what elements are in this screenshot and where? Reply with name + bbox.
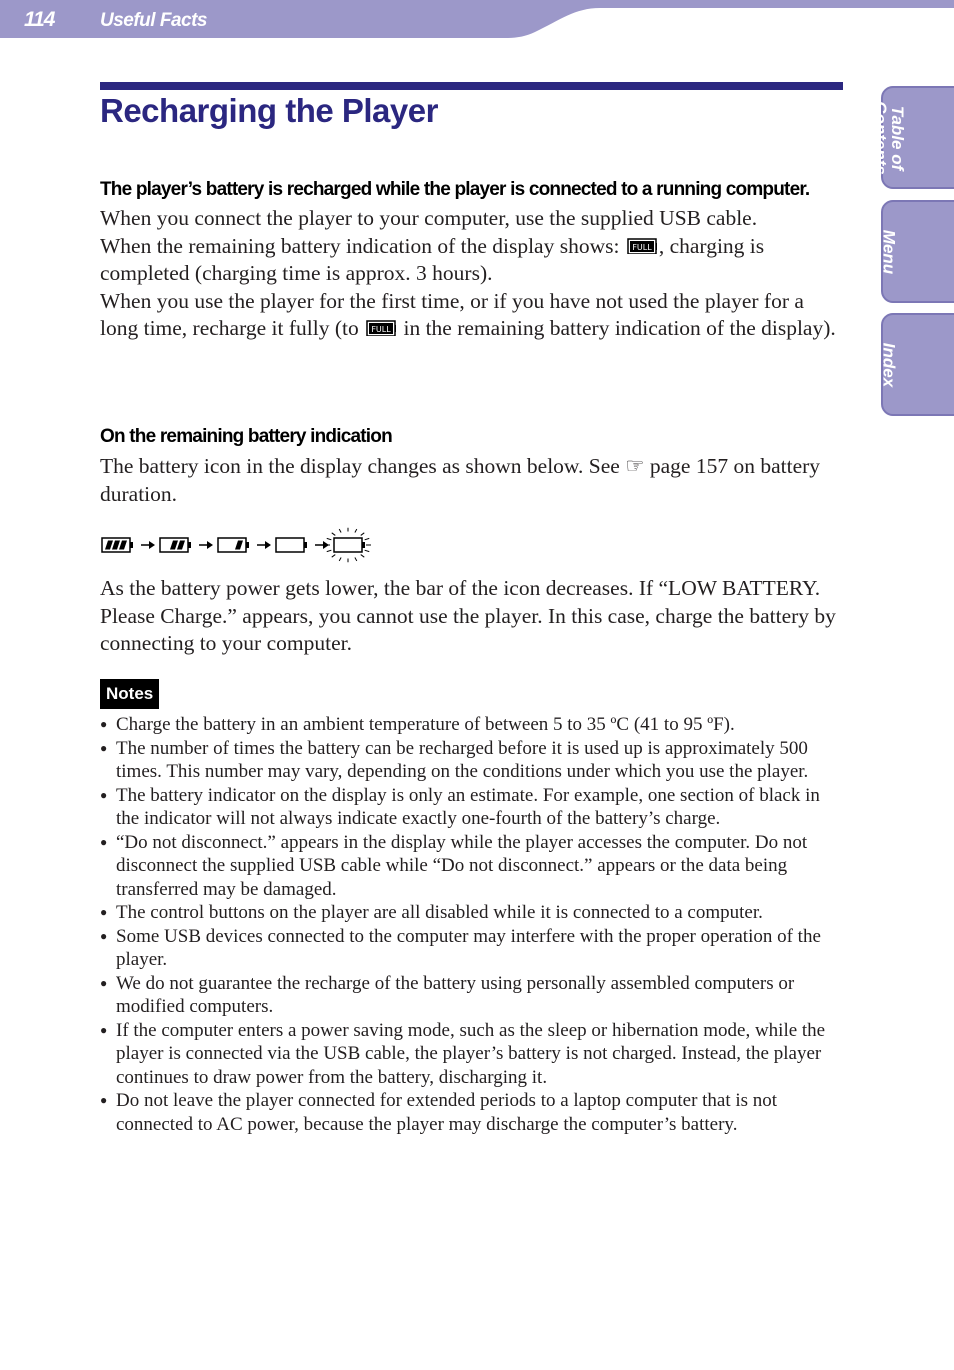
full-battery-icon-2-label: FULL [371, 325, 391, 334]
full-battery-icon-label: FULL [632, 242, 652, 252]
full-battery-icon-2 [366, 320, 396, 336]
full-indication-text-after: , charging is completed (charging time is approx. 3 hours). [100, 233, 765, 285]
tab-menu[interactable] [881, 200, 954, 303]
header-band [0, 0, 954, 40]
note-item: ● “Do not disconnect.” appears in the display while the player accesses the computer. Do not disconnect the supplied USB cable while “Do not disconnect.” appears or the data being transferred may be damaged. [100, 831, 845, 902]
battery-icon [325, 528, 371, 563]
arrow-icon [141, 541, 155, 549]
battery-icon-description [100, 453, 845, 508]
blink-ray [339, 557, 341, 560]
battery-desc-before: The battery icon in the display changes as shown below. See [100, 454, 626, 478]
blink-ray [339, 529, 341, 532]
note-item: ● The battery indicator on the display is only an estimate. For example, one section of black in the indicator will not always indicate exactly one-fourth of the battery’s charge. [100, 784, 845, 831]
notes-list [100, 713, 845, 1136]
title-rule [100, 82, 843, 90]
first-use-text-after: in the remaining battery indication of the display). [398, 316, 836, 340]
blink-ray [355, 557, 357, 560]
blink-ray [365, 538, 370, 539]
blink-ray [327, 550, 332, 551]
blink-ray [361, 555, 365, 558]
section-battery-heading: On the remaining battery indication [100, 426, 392, 447]
note-item: ● Do not leave the player connected for extended periods to a laptop computer that is not connected to AC power, because the player may discharge the computer’s battery. [100, 1089, 845, 1136]
battery-icon [160, 538, 191, 552]
battery-level-sequence [100, 526, 400, 566]
battery-icon [276, 538, 307, 552]
note-item: ● If the computer enters a power saving mode, such as the sleep or hibernation mode, while the player is connected via the USB cable, the player’s battery is not charged. Instead, the player continues to draw power from the battery, discharging it. [100, 1019, 845, 1090]
tab-menu-label: Menu [879, 229, 899, 274]
usb-cable-text: When you connect the player to your computer, use the supplied USB cable. [100, 206, 758, 230]
section-battery-indication [100, 423, 845, 508]
battery-icon [218, 538, 249, 552]
low-battery-text: As the battery power gets lower, the bar of the icon decreases. If “LOW BATTERY. Please Charge.” appears, you cannot use the player. In this case, charge the battery by connecting to your computer. [100, 576, 836, 655]
tab-index[interactable] [881, 313, 954, 416]
full-battery-icon [627, 238, 657, 254]
arrow-icon [257, 541, 271, 549]
battery-desc-after: page 157 on battery duration. [100, 454, 821, 506]
blink-ray [327, 538, 332, 539]
page-number: 114 [24, 8, 55, 31]
section-name: Useful Facts [100, 10, 207, 31]
section-charging-heading: The player’s battery is recharged while the player is connected to a running computer. [100, 179, 810, 200]
blink-ray [332, 533, 336, 536]
section-charging-paragraph [100, 205, 845, 343]
note-item: ● The control buttons on the player are all disabled while it is connected to a computer. [100, 901, 845, 925]
first-use-text-before: When you use the player for the first time, or if you have not used the player for a long time, recharge it fully (to [100, 288, 804, 340]
tab-table-of-contents[interactable] [871, 86, 954, 189]
blink-ray [355, 529, 357, 532]
blink-ray [365, 550, 370, 551]
blink-ray [332, 555, 336, 558]
battery-icon [102, 538, 133, 552]
page-reference-icon: ☞ [625, 454, 645, 478]
notes-badge: Notes [100, 679, 159, 709]
page-title: Recharging the Player [100, 92, 438, 129]
note-item: ● Charge the battery in an ambient temperature of between 5 to 35 ºC (41 to 95 ºF). [100, 713, 845, 737]
note-item: ● Some USB devices connected to the computer may interfere with the proper operation of the player. [100, 925, 845, 972]
note-item: ● The number of times the battery can be recharged before it is used up is approximately 500 times. This number may vary, depending on the conditions under which you use the player. [100, 737, 845, 784]
section-charging [100, 176, 845, 343]
arrow-icon [199, 541, 213, 549]
full-indication-text-before: When the remaining battery indication of the display shows: [100, 233, 625, 258]
low-battery-block [100, 575, 845, 658]
tab-table-of-contents-label: Table of Contents [871, 100, 907, 175]
note-item: ● We do not guarantee the recharge of the battery using personally assembled computers or modified computers. [100, 972, 845, 1019]
blink-ray [361, 533, 365, 536]
tab-index-label: Index [879, 342, 899, 387]
